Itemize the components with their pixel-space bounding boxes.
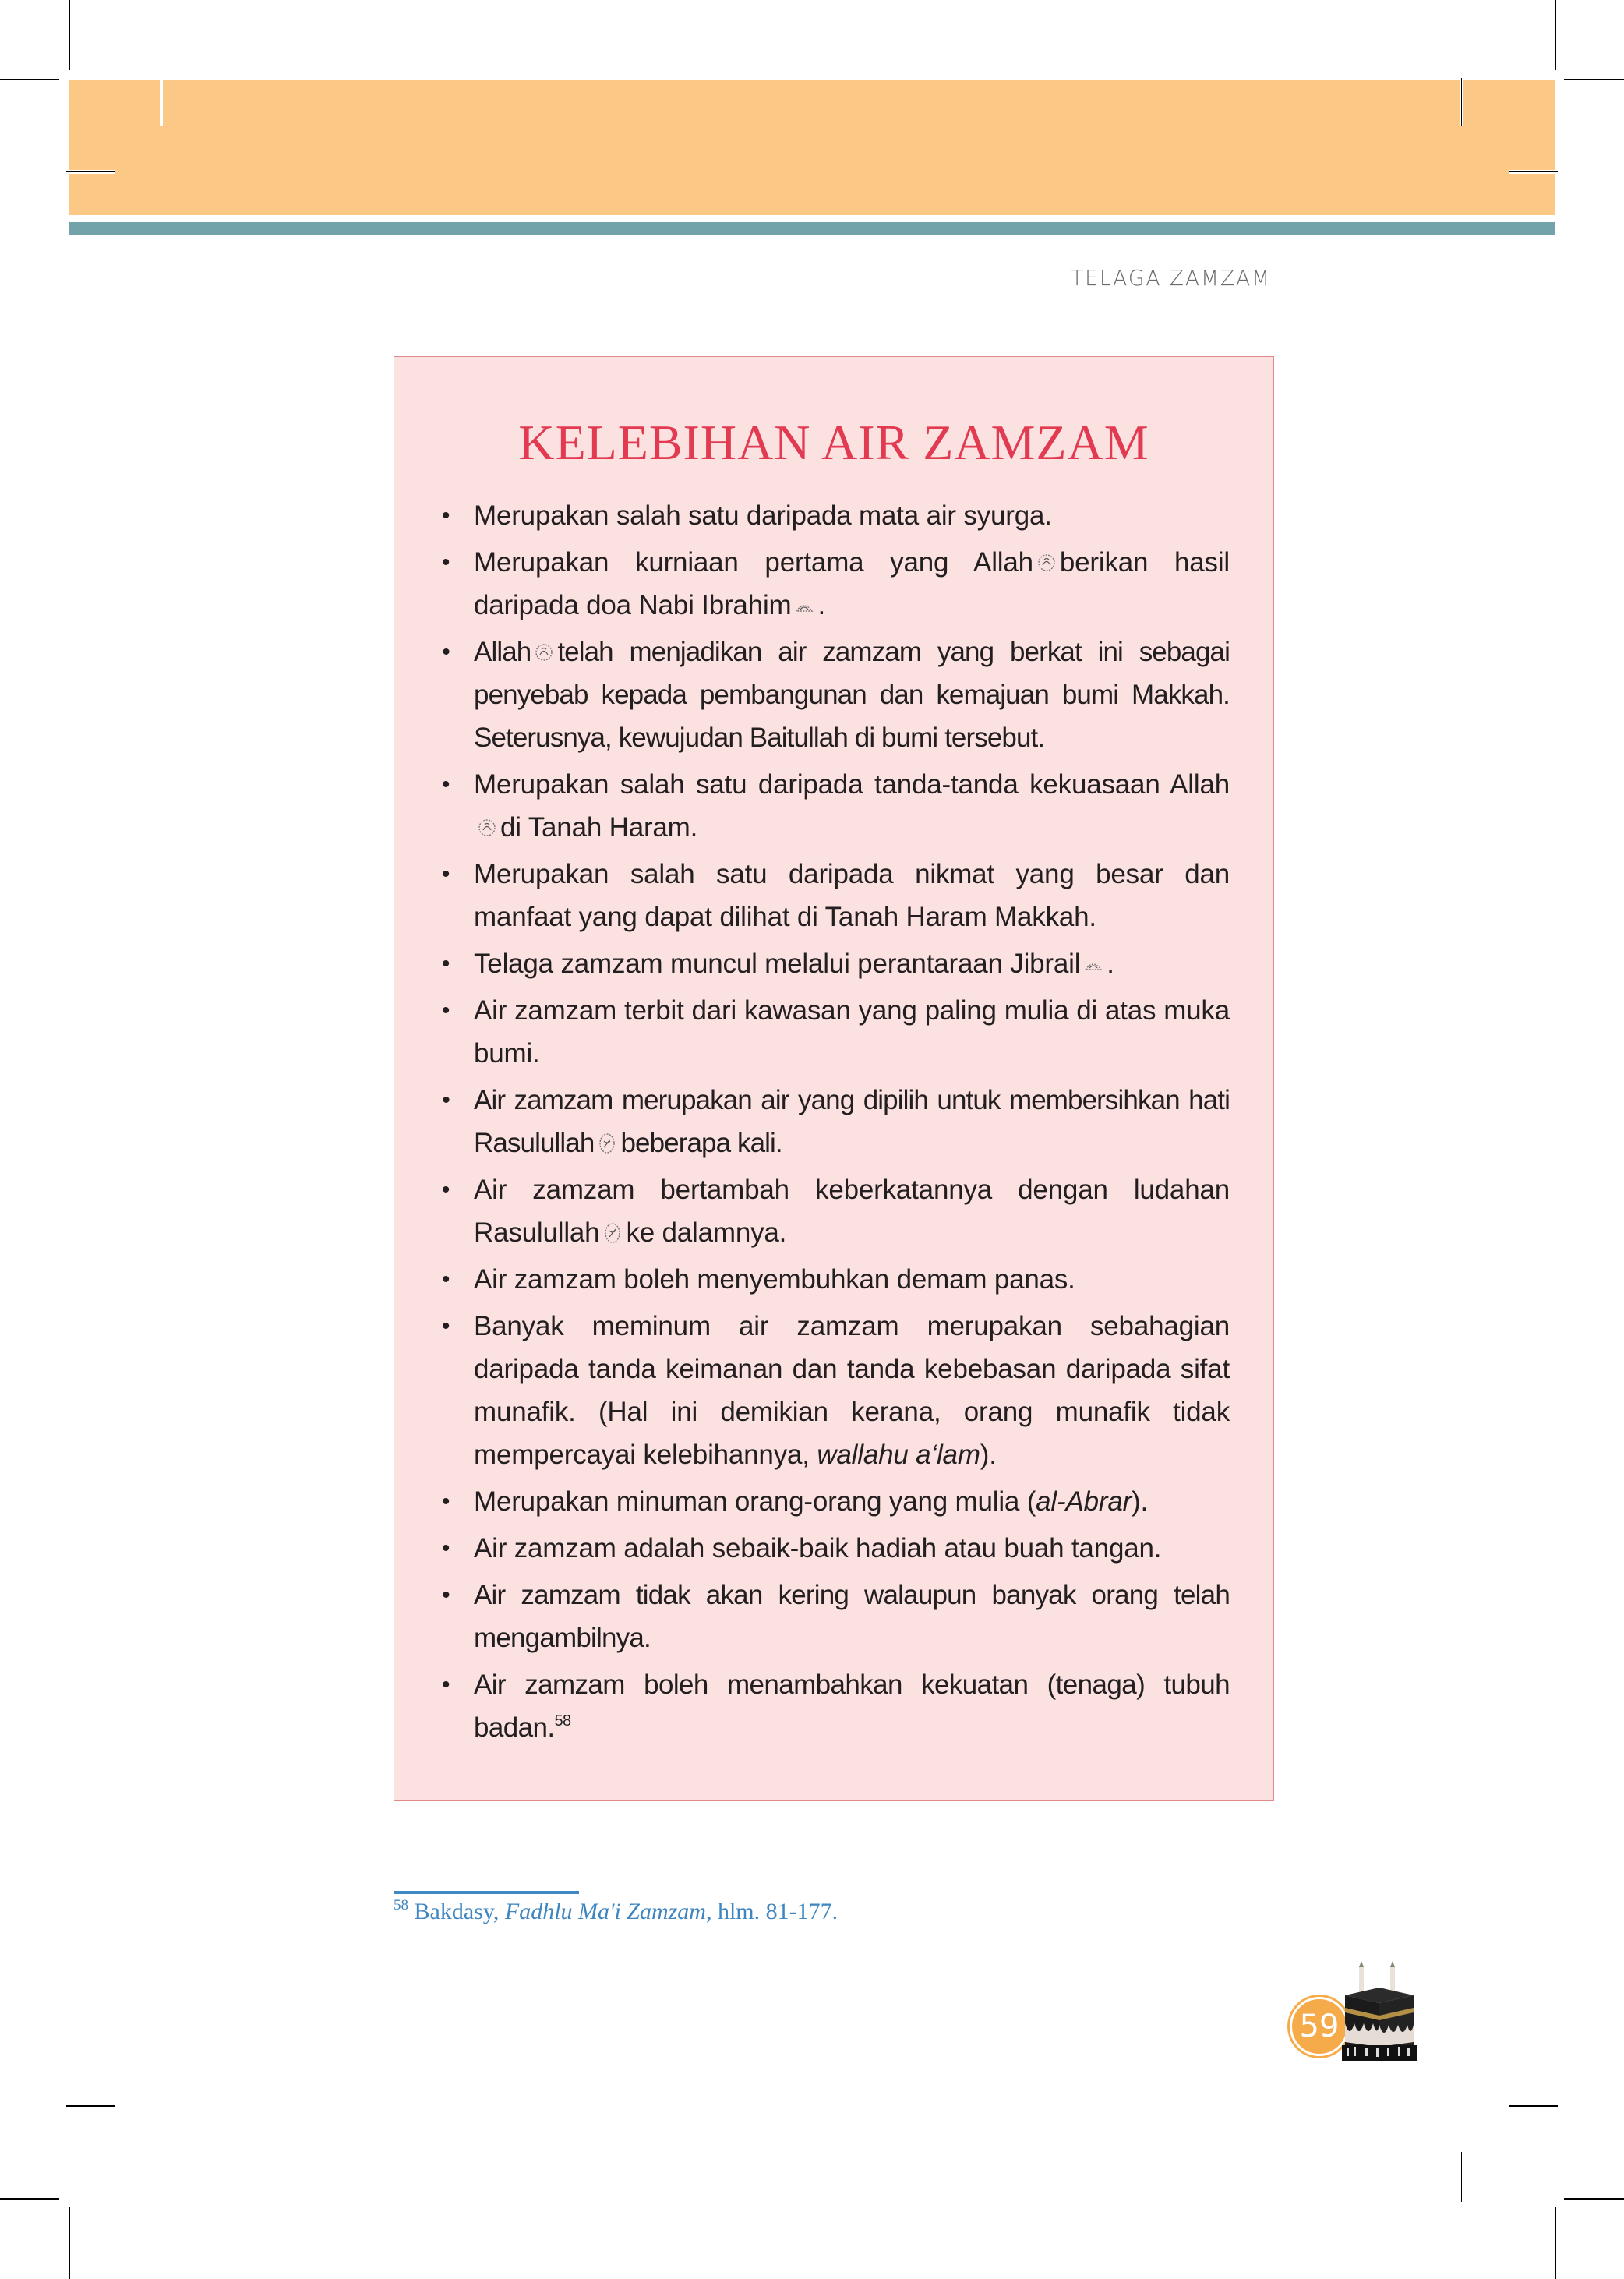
bullet-icon: • — [441, 1313, 450, 1339]
list-item: • Merupakan salah satu daripada tanda-tanda kekuasaan Allahdi Tanah Haram. — [438, 763, 1230, 849]
list-item: • Air zamzam tidak akan kering walaupun banyak orang telah mengambilnya. — [438, 1574, 1230, 1659]
bullet-icon: • — [442, 639, 450, 665]
list-item: • Merupakan salah satu daripada mata air syurga. — [438, 494, 1230, 537]
saw-icon — [602, 1214, 623, 1238]
crop-mark-bottom-right-inner-v — [1461, 2152, 1462, 2202]
crop-mark-top-left-vertical — [69, 0, 70, 70]
header-stripe — [69, 222, 1555, 235]
crop-mark-inner-right-h-line — [1509, 171, 1558, 172]
list-item: • Air zamzam terbit dari kawasan yang paling mulia di atas muka bumi. — [438, 989, 1230, 1075]
bullet-icon: • — [441, 951, 450, 977]
footnote-rule — [394, 1891, 579, 1894]
crop-mark-inner-top-right-v-line — [1461, 78, 1462, 126]
page-number-badge: 59 — [1290, 1997, 1349, 2056]
list-item: • Air zamzam bertambah keberkatannya dengan ludahan Rasulullah ke dalamnya. — [438, 1168, 1230, 1254]
saw-icon — [597, 1125, 617, 1148]
list-item: • Air zamzam boleh menambahkan kekuatan (tenaga) tubuh badan.$^{58}$ — [438, 1663, 1230, 1749]
crop-mark-bottom-left-inner-h — [66, 2105, 115, 2107]
crop-mark-bottom-left-vertical — [69, 2207, 70, 2279]
header-band — [69, 80, 1555, 215]
running-title: TELAGA ZAMZAM — [1071, 265, 1271, 291]
list-item: • Air zamzam merupakan air yang dipilih untuk membersihkan hati Rasulullah beberapa kali. — [438, 1079, 1230, 1164]
crop-mark-bottom-right-vertical — [1555, 2207, 1556, 2279]
kaaba-icon — [1342, 1961, 1417, 2064]
swt-icon — [534, 634, 554, 657]
bullet-icon: • — [441, 1535, 450, 1561]
bullet-icon: • — [442, 1582, 450, 1608]
crop-mark-bottom-right-inner-h — [1509, 2105, 1558, 2107]
info-box — [394, 356, 1274, 1801]
bullet-icon: • — [441, 1177, 450, 1203]
box-title: KELEBIHAN AIR ZAMZAM — [518, 415, 1149, 470]
footnote: $^{58}$ Bakdasy, Fadhlu Ma'i Zamzam, hlm. 81-177. — [394, 1897, 838, 1924]
list-item: • Allah telah menjadikan air zamzam yang berkat ini sebagai penyebab kepada pembangunan dan kemajuan bumi Makkah. Seterusnya, kewujudan Baitullah di bumi tersebut. — [438, 631, 1230, 759]
swt-icon — [1036, 544, 1057, 567]
bullet-icon: • — [441, 1267, 450, 1292]
list-item: • Telaga zamzam muncul melalui perantaraan Jibrail . — [438, 942, 1230, 985]
benefits-list — [438, 494, 1230, 1753]
as-icon — [794, 587, 814, 610]
bullet-icon: • — [441, 998, 450, 1023]
list-item: • Merupakan salah satu daripada nikmat yang besar dan manfaat yang dapat dilihat di Tanah Haram Makkah. — [438, 853, 1230, 938]
bullet-icon: • — [442, 1087, 450, 1113]
crop-mark-top-left-horizontal — [0, 79, 59, 80]
bullet-icon: • — [441, 861, 450, 887]
crop-mark-bottom-right-horizontal — [1564, 2198, 1624, 2200]
swt-icon — [477, 809, 497, 832]
bullet-icon: • — [442, 1672, 450, 1698]
bullet-icon: • — [441, 1489, 450, 1514]
crop-mark-inner-left-h-line — [66, 171, 115, 172]
list-item: • Air zamzam boleh menyembuhkan demam panas. — [438, 1258, 1230, 1301]
list-item: • Air zamzam adalah sebaik-baik hadiah atau buah tangan. — [438, 1527, 1230, 1570]
list-item: • Banyak meminum air zamzam merupakan sebahagian daripada tanda keimanan dan tanda kebebasan daripada sifat munafik. (Hal ini demikian kerana, orang munafik tidak mempercayai kelebihannya, wallahu a‘lam). — [438, 1305, 1230, 1476]
list-item: • Merupakan minuman orang-orang yang mulia (al-Abrar). — [438, 1480, 1230, 1523]
bullet-icon: • — [441, 772, 450, 797]
footnote-ref[interactable]: 58 — [554, 1712, 571, 1730]
as-icon — [1083, 945, 1103, 969]
bullet-icon: • — [441, 549, 450, 575]
crop-mark-top-right-horizontal — [1564, 79, 1624, 80]
crop-mark-top-right-vertical — [1555, 0, 1556, 70]
crop-mark-bottom-left-horizontal — [0, 2198, 59, 2200]
list-item: • Merupakan kurniaan pertama yang Allah berikan hasil daripada doa Nabi Ibrahim . — [438, 541, 1230, 627]
bullet-icon: • — [441, 503, 450, 528]
